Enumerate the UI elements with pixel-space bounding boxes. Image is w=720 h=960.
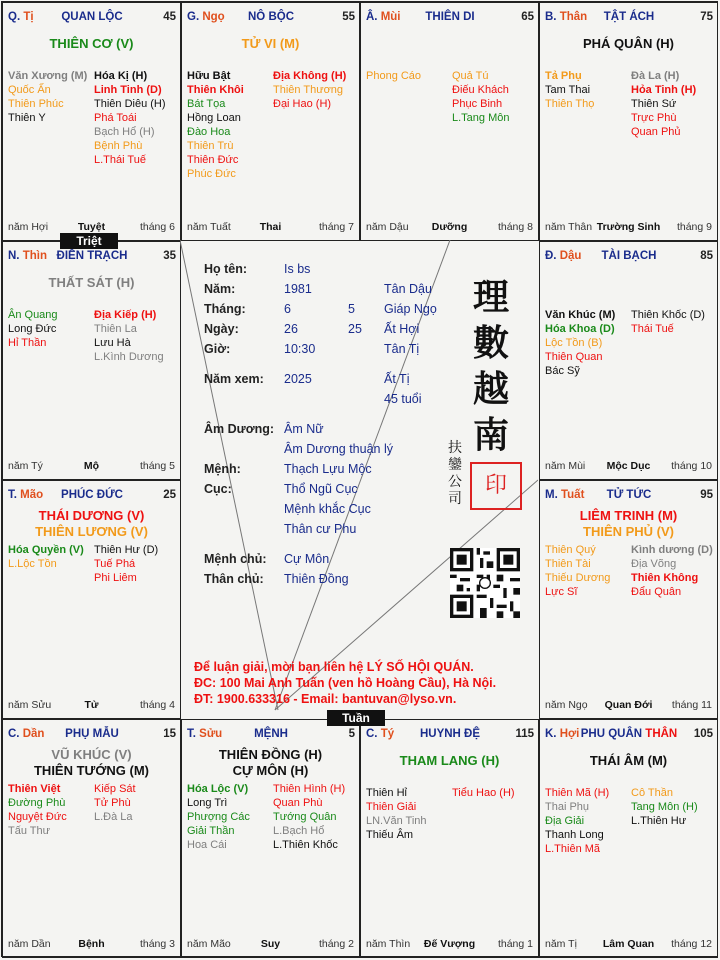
minor-star: Điếu Khách (452, 84, 509, 96)
minor-star: Nguyệt Đức (8, 811, 67, 823)
label-menh-chu: Mệnh chủ: (204, 552, 267, 566)
truong-sinh: Mộ (83, 460, 100, 472)
truong-sinh: Suy (260, 938, 281, 950)
value-nam-can-chi: Tân Dậu (384, 282, 432, 296)
main-star: THIÊN PHỦ (V) (583, 524, 674, 539)
palace-footer (545, 221, 712, 234)
minor-stars-left (545, 543, 610, 599)
main-star: THIÊN ĐỒNG (H) (218, 747, 323, 762)
minor-star: Hồng Loan (187, 112, 241, 124)
minor-star: Thiếu Dương (545, 572, 611, 584)
tieu-han-year: năm Dậu (366, 221, 409, 233)
value-ngay-can-chi: Ất Hợi (384, 322, 420, 336)
minor-star: L.Thiên Hư (631, 815, 687, 827)
palace-footer (366, 938, 533, 951)
palace-hoi[interactable] (539, 719, 718, 958)
minor-star: Tuế Phá (94, 558, 136, 570)
palace-header (8, 250, 176, 264)
tieu-han-year: năm Thìn (366, 938, 411, 950)
minor-star: Địa Võng (631, 558, 677, 570)
minor-star: Quan Phủ (631, 126, 681, 138)
label-nam-xem: Năm xem: (204, 372, 264, 386)
can-chi: N. Thìn (8, 250, 47, 262)
minor-star: Hóa Khoa (D) (545, 323, 615, 335)
minor-star: Hỉ Thần (8, 337, 47, 349)
main-star: CỰ MÔN (H) (232, 763, 309, 778)
month-label: tháng 6 (139, 221, 175, 233)
minor-stars-right (631, 543, 713, 599)
truong-sinh: Đế Vượng (423, 938, 476, 950)
month-label: tháng 5 (139, 460, 175, 472)
main-stars (361, 753, 538, 769)
truong-sinh: Tuyệt (77, 221, 106, 233)
minor-star: Thiên Tài (545, 558, 591, 570)
minor-star: Long Trì (187, 797, 228, 809)
minor-stars-left (187, 782, 250, 852)
value-ngay-duong: 26 (284, 322, 298, 336)
palace-ti[interactable] (2, 2, 181, 241)
minor-star: Thiên Sứ (631, 98, 677, 110)
value-am-duong-2: Âm Dương thuận lý (284, 442, 393, 456)
truong-sinh: Mộc Dục (606, 460, 651, 472)
can-chi: C. Dần (8, 728, 45, 740)
minor-star: Ân Quang (8, 309, 58, 321)
palace-name: THIÊN DI (425, 11, 475, 23)
tieu-han-year: năm Tị (545, 938, 577, 950)
value-menh: Thạch Lựu Mộc (284, 462, 372, 476)
minor-star: L.Tang Môn (452, 112, 510, 124)
minor-star: L.Thiên Mã (545, 843, 601, 855)
main-stars (540, 508, 717, 540)
palace-header (187, 728, 355, 742)
tieu-han-year: năm Dần (8, 938, 51, 950)
main-star: LIÊM TRINH (M) (579, 508, 678, 523)
palace-header (8, 489, 176, 503)
month-label: tháng 7 (318, 221, 354, 233)
minor-star: Lưu Hà (94, 337, 131, 349)
minor-star: Đẩu Quân (631, 586, 682, 598)
minor-star: L.Thiên Khốc (273, 839, 338, 851)
minor-star: Phong Cáo (366, 70, 422, 82)
palace-header (187, 11, 355, 25)
palace-header (8, 11, 176, 25)
minor-star: Thiếu Âm (366, 829, 414, 841)
truong-sinh: Quan Đới (604, 699, 653, 711)
minor-star: Hóa Kị (H) (94, 70, 148, 82)
minor-star: Long Đức (8, 323, 57, 335)
minor-star: Thiên Quý (545, 544, 596, 556)
value-ngay-am: 25 (348, 322, 362, 336)
minor-star: Thiên Đức (187, 154, 239, 166)
value-ho-ten: Is bs (284, 262, 311, 276)
main-star: TỬ VI (M) (241, 36, 300, 51)
contact-line-3[interactable]: ĐT: 1900.633316 - Email: bantuvan@lyso.vn. (194, 692, 457, 706)
palace-thin[interactable] (2, 241, 181, 480)
minor-star: Tang Môn (H) (631, 801, 698, 813)
minor-stars-left (8, 69, 87, 125)
main-stars (540, 753, 717, 769)
palace-mao[interactable] (2, 480, 181, 719)
month-label: tháng 11 (671, 699, 712, 711)
minor-star: Phá Toái (94, 112, 137, 124)
dai-han-age: 25 (163, 489, 176, 501)
minor-star: Quốc Ấn (8, 84, 51, 96)
palace-footer (545, 460, 712, 473)
palace-header (545, 489, 713, 503)
minor-stars-left (545, 308, 615, 378)
palace-footer (366, 221, 533, 234)
palace-footer (8, 938, 175, 951)
tuan-tag: Tuần (327, 710, 385, 726)
minor-star: Hữu Bật (187, 70, 231, 82)
minor-star: Cô Thần (631, 787, 673, 799)
month-label: tháng 3 (139, 938, 175, 950)
minor-star: Địa Kiếp (H) (94, 309, 157, 321)
main-star: THIÊN CƠ (V) (49, 36, 134, 51)
minor-star: Thiên Giải (366, 801, 417, 813)
value-gio-can-chi: Tân Tị (384, 342, 420, 356)
dai-han-age: 105 (693, 728, 713, 740)
palace-name: ĐIỀN TRẠCH (56, 250, 128, 262)
main-stars (182, 36, 359, 52)
label-ho-ten: Họ tên: (204, 262, 248, 276)
palace-dau[interactable] (539, 241, 718, 480)
minor-stars-right (631, 69, 696, 139)
minor-star: Thiên Hư (D) (94, 544, 159, 556)
can-chi: K. Hợi (545, 728, 580, 740)
triet-tag: Triệt (60, 233, 118, 249)
dai-han-age: 45 (163, 11, 176, 23)
minor-star: Thiên Trù (187, 140, 234, 152)
palace-header (545, 728, 713, 742)
value-thang-duong: 6 (284, 302, 291, 316)
label-menh: Mệnh: (204, 462, 241, 476)
minor-stars-left (366, 786, 427, 842)
minor-star: Phi Liêm (94, 572, 137, 584)
minor-stars-right (273, 782, 345, 852)
tieu-han-year: năm Sửu (8, 699, 52, 711)
minor-star: Thanh Long (545, 829, 604, 841)
minor-stars-left (545, 786, 609, 856)
dai-han-age: 95 (700, 489, 713, 501)
month-label: tháng 1 (497, 938, 533, 950)
main-stars (3, 275, 180, 291)
minor-stars-right (631, 308, 705, 336)
palace-footer (8, 699, 175, 712)
tieu-han-year: năm Ngọ (545, 699, 588, 711)
minor-star: LN.Văn Tinh (366, 815, 427, 827)
main-star: VŨ KHÚC (V) (51, 747, 132, 762)
palace-name: PHÚC ĐỨC (61, 489, 123, 501)
minor-star: Phúc Đức (187, 168, 236, 180)
minor-star: Bạch Hổ (H) (94, 126, 155, 138)
minor-star: Tiểu Hao (H) (452, 787, 515, 799)
palace-ty[interactable] (360, 719, 539, 958)
dai-han-age: 65 (521, 11, 534, 23)
main-stars (182, 747, 359, 779)
minor-star: Linh Tinh (D) (94, 84, 162, 96)
tieu-han-year: năm Hợi (8, 221, 49, 233)
palace-header (545, 11, 713, 25)
contact-line-1: Để luận giải, mời bạn liên hệ LÝ SỐ HỘI QUÁN. (194, 660, 474, 674)
label-ngay: Ngày: (204, 322, 239, 336)
palace-header (366, 11, 534, 25)
minor-star: Thiên Khốc (D) (631, 309, 705, 321)
tieu-han-year: năm Tý (8, 460, 43, 472)
minor-star: L.Lộc Tồn (8, 558, 57, 570)
value-cuc-3: Thân cư Phu (284, 522, 357, 536)
palace-name: PHỤ MẪU (65, 728, 119, 740)
minor-star: Bác Sỹ (545, 365, 580, 377)
minor-star: Thiên Hỉ (366, 787, 407, 799)
minor-star: Quan Phù (273, 797, 323, 809)
dai-han-age: 55 (342, 11, 355, 23)
minor-star: Đường Phù (8, 797, 66, 809)
value-am-duong: Âm Nữ (284, 422, 324, 436)
minor-star: Bệnh Phù (94, 140, 143, 152)
minor-star: Tả Phụ (545, 70, 582, 82)
minor-stars-right (273, 69, 346, 111)
main-star: THẤT SÁT (H) (48, 275, 135, 290)
palace-footer (187, 938, 354, 951)
minor-star: Thiên Y (8, 112, 46, 124)
dai-han-age: 35 (163, 250, 176, 262)
value-thang-am: 5 (348, 302, 355, 316)
red-stamp-icon: 印 (470, 462, 522, 510)
palace-name: QUAN LỘC (61, 11, 123, 23)
minor-star: Hoa Cái (187, 839, 227, 851)
minor-stars-left (8, 782, 67, 838)
palace-footer (187, 221, 354, 234)
palace-suu[interactable] (181, 719, 360, 958)
minor-star: L.Kình Dương (94, 351, 164, 363)
palace-header (366, 728, 534, 742)
palace-name: TÀI BẠCH (601, 250, 657, 262)
palace-footer (545, 699, 712, 712)
seal-side-text: 扶 鑾 公 司 (448, 440, 462, 507)
minor-stars-right (94, 69, 166, 167)
minor-star: L.Thái Tuế (94, 154, 146, 166)
tieu-han-year: năm Mão (187, 938, 231, 950)
value-nam-xem: 2025 (284, 372, 312, 386)
month-label: tháng 9 (676, 221, 712, 233)
main-stars (3, 508, 180, 540)
minor-stars-right (452, 786, 515, 800)
tieu-han-year: năm Thân (545, 221, 593, 233)
minor-star: Phục Binh (452, 98, 503, 110)
value-nam: 1981 (284, 282, 312, 296)
palace-name: TẬT ÁCH (603, 11, 655, 23)
palace-header (8, 728, 176, 742)
contact-line-2: ĐC: 100 Mai Anh Tuấn (ven hồ Hoàng Cầu), Hà Nội. (194, 676, 497, 690)
can-chi: G. Ngọ (187, 11, 225, 23)
minor-star: Đào Hoa (187, 126, 231, 138)
label-thang: Tháng: (204, 302, 246, 316)
minor-star: L.Đà La (94, 811, 133, 823)
can-chi: C. Tý (366, 728, 395, 740)
value-tuoi: 45 tuổi (384, 392, 422, 406)
minor-star: Kình dương (D) (631, 544, 713, 556)
minor-star: Giải Thần (187, 825, 235, 837)
minor-stars-right (631, 786, 698, 828)
main-star: THAM LANG (H) (399, 753, 500, 768)
minor-star: Văn Khúc (M) (545, 309, 616, 321)
minor-star: Thiên Diêu (H) (94, 98, 166, 110)
dai-han-age: 15 (163, 728, 176, 740)
minor-star: Đà La (H) (631, 70, 680, 82)
minor-star: Địa Giải (545, 815, 585, 827)
truong-sinh: Thai (259, 221, 282, 233)
truong-sinh: Dưỡng (431, 221, 468, 233)
palace-dan[interactable] (2, 719, 181, 958)
value-than-chu: Thiên Đồng (284, 572, 349, 586)
minor-stars-right (94, 308, 164, 364)
minor-stars-right (94, 543, 158, 585)
minor-star: Thiên Không (631, 572, 699, 584)
minor-star: Lực Sĩ (545, 586, 578, 598)
label-cuc: Cục: (204, 482, 232, 496)
minor-star: Thai Phụ (545, 801, 590, 813)
label-gio: Giờ: (204, 342, 231, 356)
main-star: THÁI DƯƠNG (V) (38, 508, 145, 523)
palace-name: PHU QUÂN THÂN (580, 728, 678, 740)
minor-star: Văn Xương (M) (8, 70, 88, 82)
month-label: tháng 10 (671, 460, 712, 472)
can-chi: T. Sửu (187, 728, 223, 740)
minor-stars-left (545, 69, 594, 111)
month-label: tháng 12 (671, 938, 712, 950)
minor-star: Thái Tuế (631, 323, 674, 335)
minor-star: Tướng Quân (273, 811, 337, 823)
minor-star: Thiên Thọ (545, 98, 595, 110)
minor-stars-right (94, 782, 136, 824)
minor-star: Kiếp Sát (94, 783, 136, 795)
palace-name: HUYNH ĐỆ (419, 728, 481, 740)
label-than-chu: Thân chủ: (204, 572, 264, 586)
minor-star: Hóa Quyền (V) (8, 544, 84, 556)
can-chi: Đ. Dậu (545, 250, 582, 262)
main-star: PHÁ QUÂN (H) (583, 36, 674, 51)
tieu-han-year: năm Tuất (187, 221, 231, 233)
palace-header (545, 250, 713, 264)
dai-han-age: 85 (700, 250, 713, 262)
palace-tuat[interactable] (539, 480, 718, 719)
minor-star: Tử Phù (94, 797, 131, 809)
calligraphy-logo: 理 數 越 南 (473, 276, 510, 456)
palace-name: NÔ BỘC (248, 11, 294, 23)
month-label: tháng 2 (318, 938, 354, 950)
main-stars (540, 36, 717, 52)
main-stars (3, 36, 180, 52)
truong-sinh: Tử (84, 699, 99, 711)
palace-ngo[interactable] (181, 2, 360, 241)
minor-star: Thiên Khôi (187, 84, 244, 96)
tieu-han-year: năm Mùi (545, 460, 586, 472)
minor-star: Địa Không (H) (273, 70, 347, 82)
minor-star: Thiên Phúc (8, 98, 64, 110)
minor-stars-left (8, 543, 84, 571)
palace-name: TỬ TỨC (606, 489, 652, 501)
can-chi: T. Mão (8, 489, 44, 501)
minor-star: L.Bạch Hổ (273, 825, 325, 837)
month-label: tháng 4 (139, 699, 175, 711)
can-chi: Â. Mùi (366, 11, 401, 23)
truong-sinh: Bệnh (78, 938, 105, 950)
dai-han-age: 75 (700, 11, 713, 23)
value-cuc-2: Mệnh khắc Cục (284, 502, 371, 516)
minor-star: Tấu Thư (8, 825, 51, 837)
value-thang-can-chi: Giáp Ngọ (384, 302, 437, 316)
minor-star: Thiên Hình (H) (273, 783, 346, 795)
palace-footer (545, 938, 712, 951)
minor-star: Hóa Lộc (V) (187, 783, 249, 795)
minor-star: Trực Phù (631, 112, 677, 124)
qr-code-icon[interactable] (450, 548, 520, 618)
can-chi: Q. Tị (8, 11, 34, 23)
than-marker: THÂN (645, 728, 678, 740)
palace-mui[interactable] (360, 2, 539, 241)
can-chi: B. Thân (545, 11, 588, 23)
truong-sinh: Lâm Quan (602, 938, 655, 950)
minor-star: Thiên La (94, 323, 137, 335)
minor-stars-left (8, 308, 58, 350)
minor-star: Quả Tú (452, 70, 489, 82)
value-cuc: Thổ Ngũ Cục (284, 482, 358, 496)
minor-star: Hỏa Tinh (H) (631, 84, 697, 96)
dai-han-age: 115 (515, 728, 534, 740)
main-star: THIÊN TƯỚNG (M) (33, 763, 150, 778)
minor-star: Thiên Quan (545, 351, 603, 363)
dai-han-age: 5 (348, 728, 355, 740)
center-info (180, 240, 538, 717)
value-menh-chu: Cự Môn (284, 552, 330, 566)
truong-sinh: Trường Sinh (596, 221, 661, 233)
minor-star: Thiên Mã (H) (545, 787, 610, 799)
palace-than[interactable] (539, 2, 718, 241)
palace-footer (8, 460, 175, 473)
can-chi: M. Tuất (545, 489, 585, 501)
month-label: tháng 8 (497, 221, 533, 233)
palace-name: MỆNH (254, 728, 288, 740)
minor-star: Thiên Thương (273, 84, 344, 96)
main-star: THÁI ÂM (M) (589, 753, 668, 768)
minor-star: Phượng Các (187, 811, 250, 823)
main-star: THIÊN LƯƠNG (V) (35, 524, 148, 539)
minor-stars-right (452, 69, 509, 125)
label-am-duong: Âm Dương: (204, 422, 275, 436)
minor-star: Tam Thai (545, 84, 591, 96)
value-nam-xem-can-chi: Ất Tị (384, 372, 410, 386)
minor-star: Lộc Tồn (B) (545, 337, 603, 349)
minor-star: Bát Tọa (187, 98, 226, 110)
main-stars (3, 747, 180, 779)
minor-stars-left (366, 69, 421, 83)
minor-star: Thiên Việt (8, 783, 61, 795)
label-nam: Năm: (204, 282, 236, 296)
minor-star: Đại Hao (H) (273, 98, 332, 110)
value-gio: 10:30 (284, 342, 316, 356)
minor-stars-left (187, 69, 244, 181)
